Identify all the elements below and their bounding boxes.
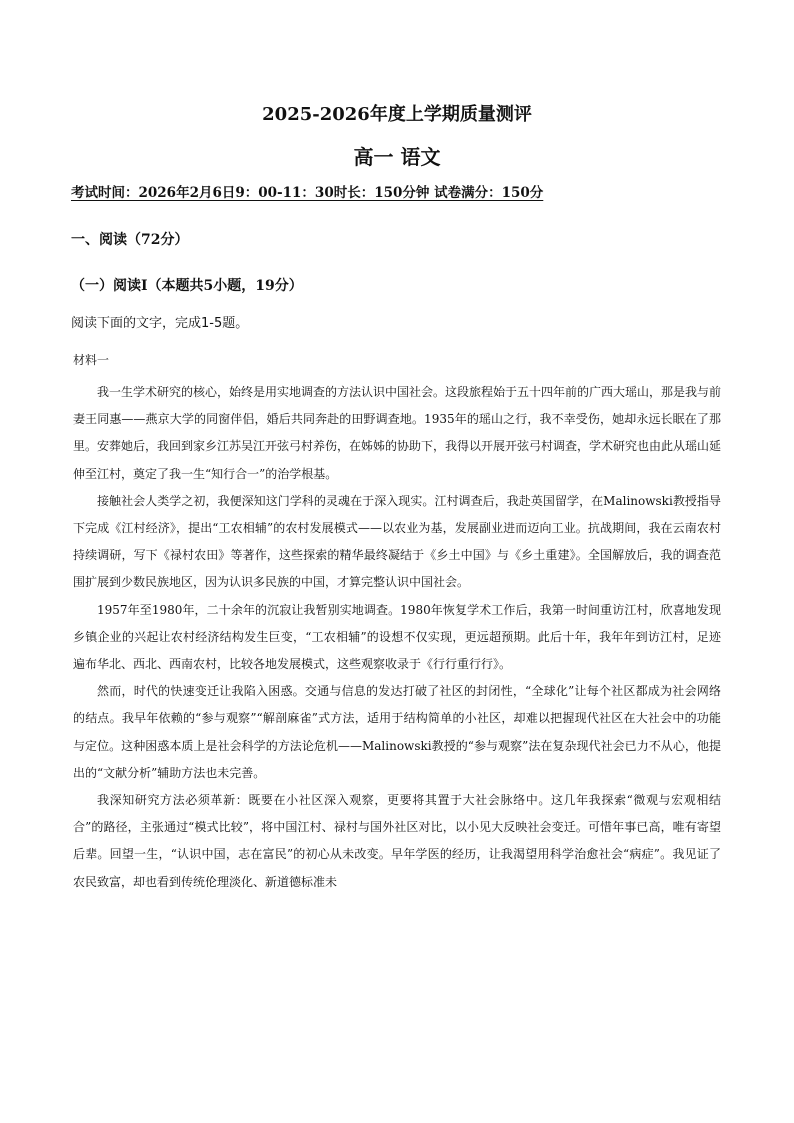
- paragraph: 1957年至1980年，二十余年的沉寂让我暂别实地调查。1980年恢复学术工作后，我第一时间重访江村，欣喜地发现乡镇企业的兴起让农村经济结构发生巨变，“工农相辅”的设想不仅实现，更远超预期。此后十年，我年年到访江村，足迹遍布华北、西北、西南农村，比较各地发展模式，这些观察收录于《行行重行行》。: [73, 602, 721, 672]
- paragraph: 接触社会人类学之初，我便深知这门学科的灵魂在于深入现实。江村调查后，我赴英国留学，在Malinowski教授指导下完成《江村经济》，提出“工农相辅”的农村发展模式——以农业为基，发展副业进而迈向工业。抗战期间，我在云南农村持续调研，写下《禄村农田》等著作，这些探索的精华最终凝结于《乡土中国》与《乡土重建》。全国解放后，我的调查范围扩展到少数民族地区，因为认识多民族的中国，才算完整认识中国社会。: [73, 493, 721, 590]
- exam-info: 考试时间：2026年2月6日9：00-11：30时长：150分钟 试卷满分：150分: [71, 185, 544, 201]
- section-heading-reading: 一、阅读（72分）: [71, 232, 189, 248]
- material-body: [73, 379, 721, 896]
- instruction-text: 阅读下面的文字，完成1-5题。: [71, 316, 249, 331]
- paragraph: 我深知研究方法必须革新：既要在小社区深入观察，更要将其置于大社会脉络中。这几年我探索“微观与宏观相结合”的路径，主张通过“模式比较”，将中国江村、禄村与国外社区对比，以小见大反映社会变迁。可惜年事已高，唯有寄望后辈。回望一生，“认识中国，志在富民”的初心从未改变。早年学医的经历，让我渴望用科学治愈社会“病症”。我见证了农民致富，却也看到传统伦理淡化、新道德标准未: [73, 793, 721, 889]
- paragraph: 然而，时代的快速变迁让我陷入困惑。交通与信息的发达打破了社区的封闭性，“全球化”让每个社区都成为社会网络的结点。我早年依赖的“参与观察”“解剖麻雀”式方法，适用于结构简单的小社区，却难以把握现代社区在大社会中的功能与定位。这种困惑本质上是社会科学的方法论危机——Malinowski教授的“参与观察”法在复杂现代社会已力不从心，他提出的“文献分析”辅助方法也未完善。: [73, 684, 721, 780]
- document-title: 2025-2026年度上学期质量测评: [262, 104, 532, 125]
- subsection-heading: （一）阅读Ⅰ（本题共5小题，19分）: [71, 278, 303, 294]
- paragraph: 我一生学术研究的核心，始终是用实地调查的方法认识中国社会。这段旅程始于五十四年前的广西大瑶山，那是我与前妻王同惠——燕京大学的同窗伴侣，婚后共同奔赴的田野调查地。1935年的瑶山之行，我不幸受伤，她却永远长眠在了那里。安葬她后，我回到家乡江苏吴江开弦弓村养伤，在姊姊的协助下，我得以开展开弦弓村调查，学术研究也由此从瑶山延伸至江村，奠定了我一生“知行合一”的治学根基。: [73, 385, 722, 481]
- material-label: 材料一: [73, 353, 110, 367]
- document-subtitle: 高一 语文: [353, 145, 441, 169]
